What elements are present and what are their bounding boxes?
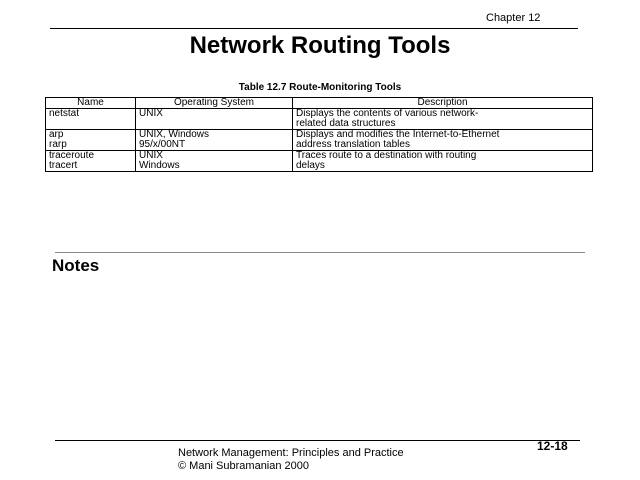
- column-header-description: Description: [293, 98, 593, 109]
- os-cell: UNIX Windows: [136, 151, 293, 172]
- notes-heading: Notes: [52, 256, 100, 275]
- os-cell: UNIX, Windows 95/x/00NT: [136, 130, 293, 151]
- footer-divider: [55, 440, 580, 441]
- table-row: [46, 109, 593, 130]
- description-cell: Displays the contents of various network- related data structures: [293, 109, 593, 130]
- header-divider: [50, 28, 578, 29]
- chapter-label: Chapter 12: [486, 12, 541, 24]
- tool-name-cell: arp rarp: [46, 130, 136, 151]
- tool-name-cell: traceroute tracert: [46, 151, 136, 172]
- slide-title: Network Routing Tools: [189, 32, 451, 59]
- footer-text: [178, 447, 404, 473]
- table-caption: Table 12.7 Route-Monitoring Tools: [238, 82, 402, 93]
- column-header-name: Name: [46, 98, 136, 109]
- footer-copyright: © Mani Subramanian 2000: [178, 460, 310, 472]
- description-cell: Traces route to a destination with routing delays: [293, 151, 593, 172]
- route-monitoring-table: [45, 97, 593, 172]
- description-cell: Displays and modifies the Internet-to-Ethernet address translation tables: [293, 130, 593, 151]
- table-row: [46, 130, 593, 151]
- table-row: [46, 151, 593, 172]
- table-header-row: [46, 98, 593, 109]
- notes-divider: [55, 252, 585, 253]
- tool-name-cell: netstat: [46, 109, 136, 130]
- os-cell: UNIX: [136, 109, 293, 130]
- footer-book-title: Network Management: Principles and Practice: [178, 447, 404, 459]
- column-header-os: Operating System: [136, 98, 293, 109]
- page-number: 12-18: [537, 439, 568, 453]
